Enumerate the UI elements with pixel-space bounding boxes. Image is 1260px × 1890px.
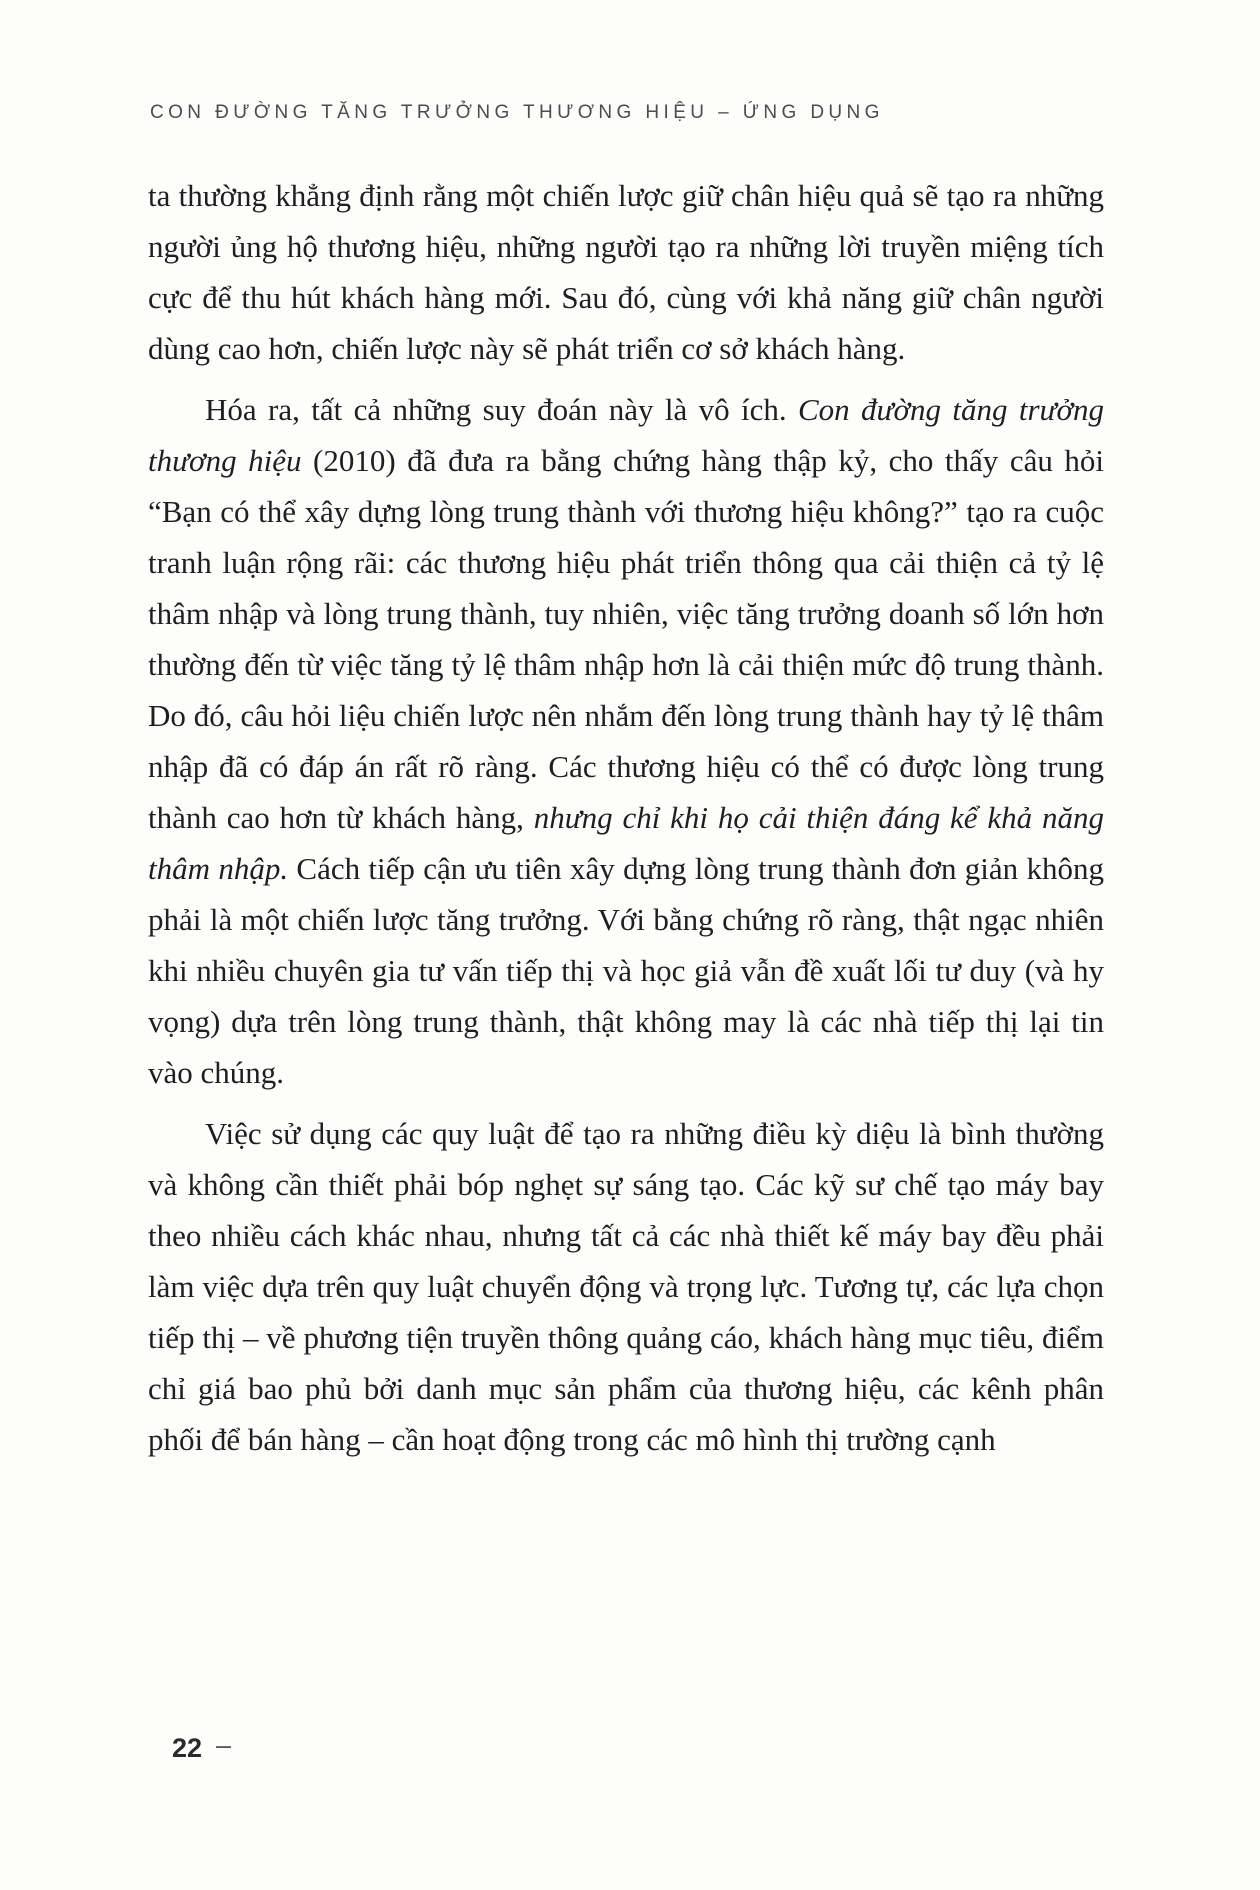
body-text [148, 170, 1104, 1465]
text-run: Hóa ra, tất cả những suy đoán này là vô ích. [205, 392, 798, 427]
text-run: (2010) đã đưa ra bằng chứng hàng thập kỷ, cho thấy câu hỏi “Bạn có thể xây dựng lòng trung thành với thương hiệu không?” tạo ra cuộc tranh luận rộng rãi: các thương hiệu phát triển thông qua cải thiện cả tỷ lệ thâm nhập và lòng trung thành, tuy nhiên, việc tăng trưởng doanh số lớn hơn thường đến từ việc tăng tỷ lệ thâm nhập hơn là cải thiện mức độ trung thành. Do đó, câu hỏi liệu chiến lược nên nhắm đến lòng trung thành hay tỷ lệ thâm nhập đã có đáp án rất rõ ràng. Các thương hiệu có thể có được lòng trung thành cao hơn từ khách hàng, [148, 443, 1105, 835]
italic-text-run: Con đường tăng trưởng thương hiệu [148, 392, 1104, 478]
text-run: Việc sử dụng các quy luật để tạo ra những điều kỳ diệu là bình thường và không cần thiết phải bóp nghẹt sự sáng tạo. Các kỹ sư chế tạo máy bay theo nhiều cách khác nhau, nhưng tất cả các nhà thiết kế máy bay đều phải làm việc dựa trên quy luật chuyển động và trọng lực. Tương tự, các lựa chọn tiếp thị – về phương tiện truyền thông quảng cáo, khách hàng mục tiêu, điểm chỉ giá bao phủ bởi danh mục sản phẩm của thương hiệu, các kênh phân phối để bán hàng – cần hoạt động trong các mô hình thị trường cạnh [148, 1116, 1104, 1457]
text-run: ta thường khẳng định rằng một chiến lược giữ chân hiệu quả sẽ tạo ra những người ủng hộ thương hiệu, những người tạo ra những lời truyền miệng tích cực để thu hút khách hàng mới. Sau đó, cùng với khả năng giữ chân người dùng cao hơn, chiến lược này sẽ phát triển cơ sở khách hàng. [148, 178, 1104, 366]
page-footer [172, 1730, 232, 1764]
italic-text-run: nhưng chỉ khi họ cải thiện đáng kể khả năng thâm nhập. [148, 800, 1104, 886]
running-header: CON ĐƯỜNG TĂNG TRƯỞNG THƯƠNG HIỆU – ỨNG DỤNG [150, 102, 884, 123]
page-number: 22 [172, 1733, 203, 1763]
paragraph [148, 170, 1104, 374]
paragraph [148, 384, 1104, 1098]
text-run: Cách tiếp cận ưu tiên xây dựng lòng trung thành đơn giản không phải là một chiến lược tăng trưởng. Với bằng chứng rõ ràng, thật ngạc nhiên khi nhiều chuyên gia tư vấn tiếp thị và học giả vẫn đề xuất lối tư duy (và hy vọng) dựa trên lòng trung thành, thật không may là các nhà tiếp thị lại tin vào chúng. [148, 851, 1105, 1090]
paragraph [148, 1108, 1104, 1465]
page-number-dash: – [216, 1730, 232, 1760]
